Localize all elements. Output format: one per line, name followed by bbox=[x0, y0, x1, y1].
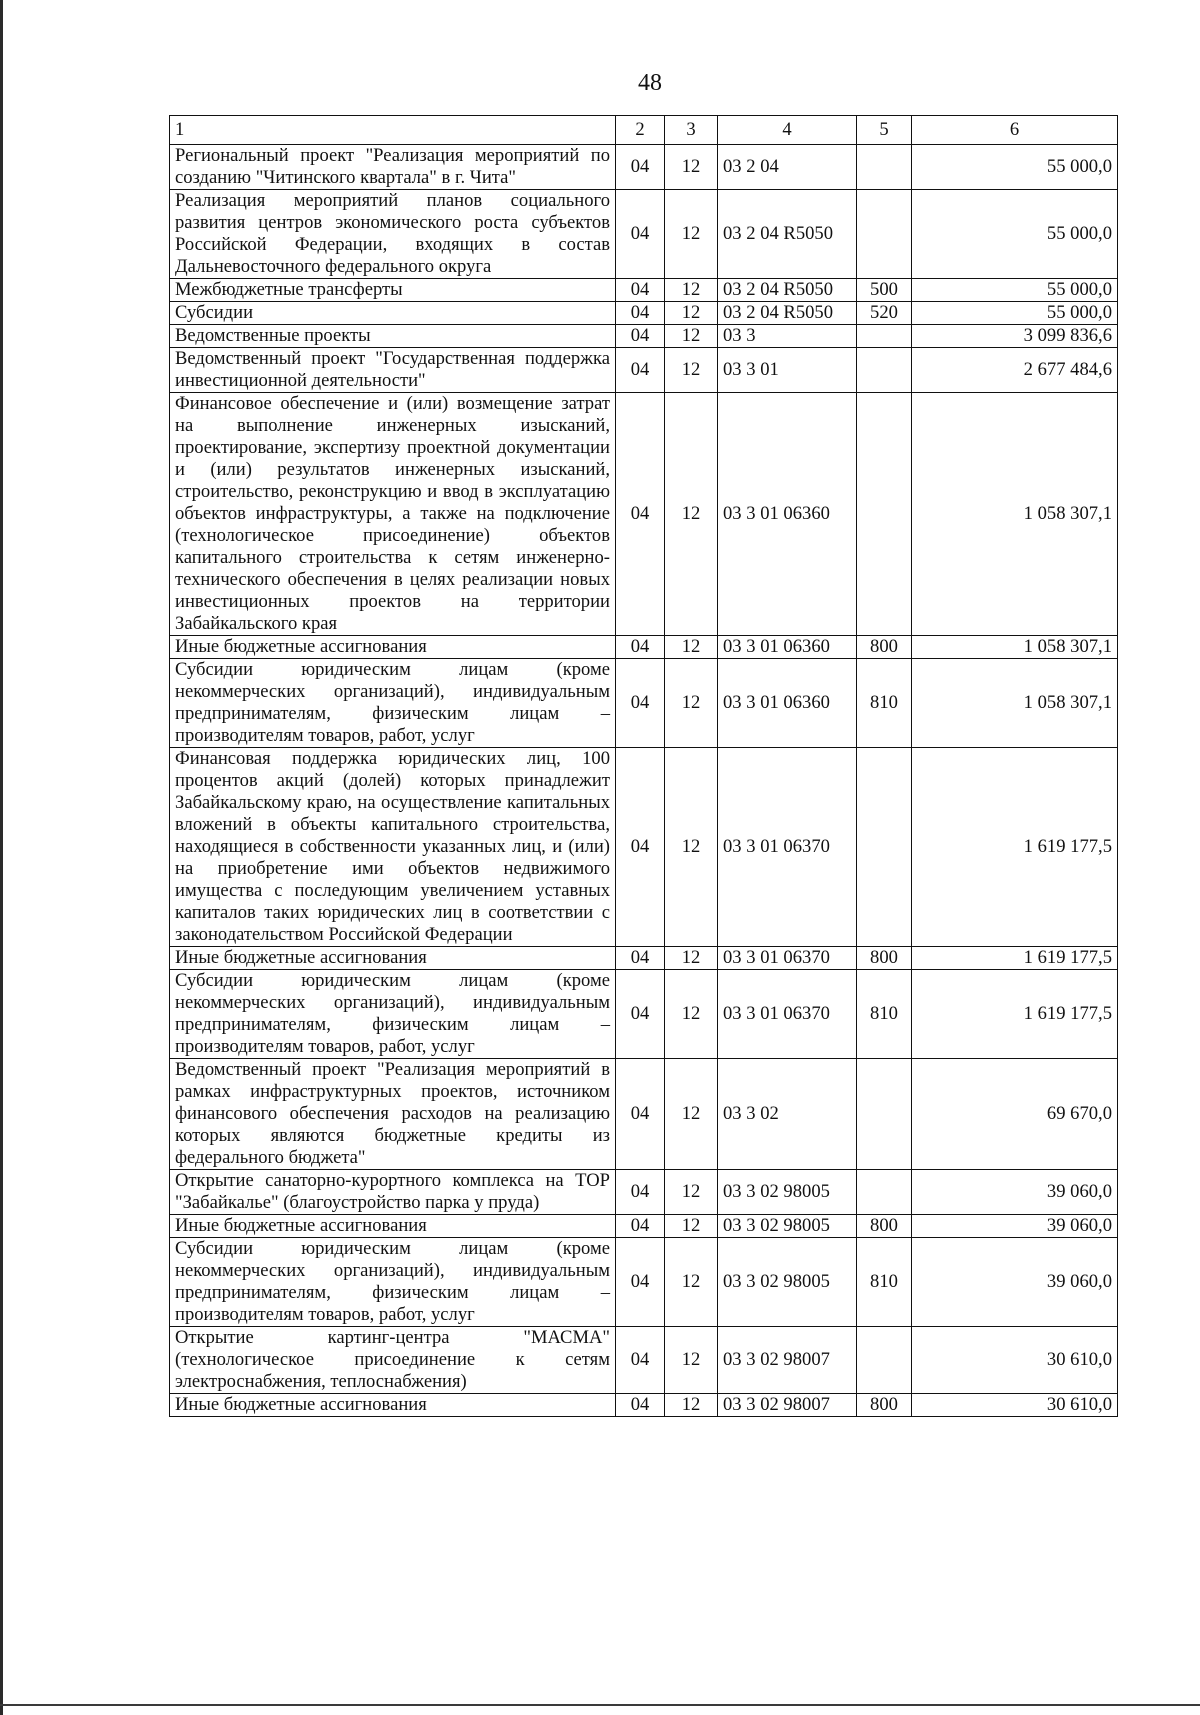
table-row bbox=[170, 1170, 1118, 1215]
column-header-2: 2 bbox=[616, 116, 665, 145]
table-row bbox=[170, 279, 1118, 302]
amount-cell: 1 058 307,1 bbox=[912, 393, 1118, 636]
amount-cell: 39 060,0 bbox=[912, 1215, 1118, 1238]
target-article-code-cell: 03 3 02 98005 bbox=[718, 1170, 857, 1215]
row-name-cell: Иные бюджетные ассигнования bbox=[170, 947, 616, 970]
target-article-code-cell: 03 3 01 06360 bbox=[718, 393, 857, 636]
expense-type-code-cell: 800 bbox=[857, 947, 912, 970]
table-row bbox=[170, 145, 1118, 190]
table-row bbox=[170, 947, 1118, 970]
expense-type-code-cell: 800 bbox=[857, 1215, 912, 1238]
row-name-cell: Региональный проект "Реализация мероприятий по созданию "Читинского квартала" в г. Чита" bbox=[170, 145, 616, 190]
table-row bbox=[170, 325, 1118, 348]
column-header-6: 6 bbox=[912, 116, 1118, 145]
section-code-cell: 04 bbox=[616, 348, 665, 393]
column-header-1: 1 bbox=[170, 116, 616, 145]
subsection-code-cell: 12 bbox=[665, 393, 718, 636]
subsection-code-cell: 12 bbox=[665, 348, 718, 393]
target-article-code-cell: 03 3 01 06360 bbox=[718, 659, 857, 748]
subsection-code-cell: 12 bbox=[665, 1238, 718, 1327]
target-article-code-cell: 03 3 02 98005 bbox=[718, 1238, 857, 1327]
target-article-code-cell: 03 3 02 98007 bbox=[718, 1327, 857, 1394]
section-code-cell: 04 bbox=[616, 659, 665, 748]
row-name-cell: Иные бюджетные ассигнования bbox=[170, 1394, 616, 1417]
subsection-code-cell: 12 bbox=[665, 748, 718, 947]
table-header bbox=[170, 116, 1118, 145]
column-header-3: 3 bbox=[665, 116, 718, 145]
row-name-cell: Иные бюджетные ассигнования bbox=[170, 636, 616, 659]
expense-type-code-cell bbox=[857, 1327, 912, 1394]
target-article-code-cell: 03 2 04 R5050 bbox=[718, 279, 857, 302]
amount-cell: 55 000,0 bbox=[912, 145, 1118, 190]
section-code-cell: 04 bbox=[616, 636, 665, 659]
target-article-code-cell: 03 3 01 06360 bbox=[718, 636, 857, 659]
column-header-5: 5 bbox=[857, 116, 912, 145]
section-code-cell: 04 bbox=[616, 1327, 665, 1394]
section-code-cell: 04 bbox=[616, 748, 665, 947]
target-article-code-cell: 03 2 04 bbox=[718, 145, 857, 190]
row-name-cell: Ведомственный проект "Реализация мероприятий в рамках инфраструктурных проектов, источником финансового обеспечения расходов на реализацию которых являются бюджетные кредиты из федерального бюджета" bbox=[170, 1059, 616, 1170]
target-article-code-cell: 03 3 bbox=[718, 325, 857, 348]
subsection-code-cell: 12 bbox=[665, 659, 718, 748]
section-code-cell: 04 bbox=[616, 947, 665, 970]
expense-type-code-cell bbox=[857, 748, 912, 947]
expense-type-code-cell: 520 bbox=[857, 302, 912, 325]
row-name-cell: Открытие картинг-центра "МАСМА" (технологическое присоединение к сетям электроснабжения, теплоснабжения) bbox=[170, 1327, 616, 1394]
subsection-code-cell: 12 bbox=[665, 947, 718, 970]
amount-cell: 2 677 484,6 bbox=[912, 348, 1118, 393]
header-row bbox=[170, 116, 1118, 145]
section-code-cell: 04 bbox=[616, 1394, 665, 1417]
budget-table bbox=[169, 115, 1118, 1417]
section-code-cell: 04 bbox=[616, 1238, 665, 1327]
row-name-cell: Открытие санаторно-курортного комплекса на ТОР "Забайкалье" (благоустройство парка у пруда) bbox=[170, 1170, 616, 1215]
amount-cell: 1 058 307,1 bbox=[912, 659, 1118, 748]
scan-edge-bottom bbox=[0, 1704, 1200, 1706]
target-article-code-cell: 03 3 01 06370 bbox=[718, 748, 857, 947]
amount-cell: 69 670,0 bbox=[912, 1059, 1118, 1170]
target-article-code-cell: 03 3 01 06370 bbox=[718, 970, 857, 1059]
expense-type-code-cell bbox=[857, 348, 912, 393]
target-article-code-cell: 03 3 01 06370 bbox=[718, 947, 857, 970]
row-name-cell: Иные бюджетные ассигнования bbox=[170, 1215, 616, 1238]
expense-type-code-cell: 810 bbox=[857, 1238, 912, 1327]
amount-cell: 3 099 836,6 bbox=[912, 325, 1118, 348]
amount-cell: 30 610,0 bbox=[912, 1327, 1118, 1394]
target-article-code-cell: 03 2 04 R5050 bbox=[718, 302, 857, 325]
amount-cell: 1 619 177,5 bbox=[912, 970, 1118, 1059]
table-row bbox=[170, 348, 1118, 393]
subsection-code-cell: 12 bbox=[665, 145, 718, 190]
expense-type-code-cell bbox=[857, 393, 912, 636]
column-header-4: 4 bbox=[718, 116, 857, 145]
table-row bbox=[170, 659, 1118, 748]
row-name-cell: Ведомственный проект "Государственная поддержка инвестиционной деятельности" bbox=[170, 348, 616, 393]
section-code-cell: 04 bbox=[616, 1170, 665, 1215]
amount-cell: 39 060,0 bbox=[912, 1170, 1118, 1215]
target-article-code-cell: 03 3 02 98007 bbox=[718, 1394, 857, 1417]
section-code-cell: 04 bbox=[616, 302, 665, 325]
subsection-code-cell: 12 bbox=[665, 1394, 718, 1417]
table-row bbox=[170, 1215, 1118, 1238]
table-row bbox=[170, 1327, 1118, 1394]
section-code-cell: 04 bbox=[616, 1215, 665, 1238]
table-row bbox=[170, 302, 1118, 325]
subsection-code-cell: 12 bbox=[665, 970, 718, 1059]
expense-type-code-cell: 800 bbox=[857, 636, 912, 659]
row-name-cell: Финансовое обеспечение и (или) возмещение затрат на выполнение инженерных изысканий, проектирование, экспертизу проектной документации и (или) результатов инженерных изысканий, строительство, реконструкцию и ввод в эксплуатацию объектов инфраструктуры, а также на подключение (технологическое присоединение) объектов капитального строительства к сетям инженерно-технического обеспечения в целях реализации новых инвестиционных проектов на территории Забайкальского края bbox=[170, 393, 616, 636]
row-name-cell: Межбюджетные трансферты bbox=[170, 279, 616, 302]
section-code-cell: 04 bbox=[616, 1059, 665, 1170]
subsection-code-cell: 12 bbox=[665, 1170, 718, 1215]
section-code-cell: 04 bbox=[616, 325, 665, 348]
amount-cell: 55 000,0 bbox=[912, 190, 1118, 279]
subsection-code-cell: 12 bbox=[665, 1215, 718, 1238]
table-row bbox=[170, 393, 1118, 636]
expense-type-code-cell bbox=[857, 1059, 912, 1170]
expense-type-code-cell: 810 bbox=[857, 659, 912, 748]
section-code-cell: 04 bbox=[616, 393, 665, 636]
section-code-cell: 04 bbox=[616, 970, 665, 1059]
amount-cell: 55 000,0 bbox=[912, 302, 1118, 325]
subsection-code-cell: 12 bbox=[665, 279, 718, 302]
row-name-cell: Субсидии юридическим лицам (кроме некоммерческих организаций), индивидуальным предпринимателям, физическим лицам – производителям товаров, работ, услуг bbox=[170, 1238, 616, 1327]
target-article-code-cell: 03 3 02 98005 bbox=[718, 1215, 857, 1238]
expense-type-code-cell bbox=[857, 190, 912, 279]
subsection-code-cell: 12 bbox=[665, 190, 718, 279]
subsection-code-cell: 12 bbox=[665, 325, 718, 348]
table-row bbox=[170, 970, 1118, 1059]
amount-cell: 1 619 177,5 bbox=[912, 947, 1118, 970]
row-name-cell: Субсидии юридическим лицам (кроме некоммерческих организаций), индивидуальным предпринимателям, физическим лицам – производителям товаров, работ, услуг bbox=[170, 659, 616, 748]
table-row bbox=[170, 1238, 1118, 1327]
table-body bbox=[170, 145, 1118, 1417]
table-row bbox=[170, 636, 1118, 659]
expense-type-code-cell bbox=[857, 325, 912, 348]
row-name-cell: Реализация мероприятий планов социального развития центров экономического роста субъектов Российской Федерации, входящих в состав Дальневосточного федерального округа bbox=[170, 190, 616, 279]
amount-cell: 1 058 307,1 bbox=[912, 636, 1118, 659]
amount-cell: 39 060,0 bbox=[912, 1238, 1118, 1327]
expense-type-code-cell: 500 bbox=[857, 279, 912, 302]
row-name-cell: Ведомственные проекты bbox=[170, 325, 616, 348]
target-article-code-cell: 03 3 02 bbox=[718, 1059, 857, 1170]
subsection-code-cell: 12 bbox=[665, 1327, 718, 1394]
section-code-cell: 04 bbox=[616, 190, 665, 279]
target-article-code-cell: 03 3 01 bbox=[718, 348, 857, 393]
amount-cell: 1 619 177,5 bbox=[912, 748, 1118, 947]
expense-type-code-cell bbox=[857, 145, 912, 190]
table-row bbox=[170, 1059, 1118, 1170]
target-article-code-cell: 03 2 04 R5050 bbox=[718, 190, 857, 279]
amount-cell: 30 610,0 bbox=[912, 1394, 1118, 1417]
section-code-cell: 04 bbox=[616, 145, 665, 190]
table-row bbox=[170, 190, 1118, 279]
amount-cell: 55 000,0 bbox=[912, 279, 1118, 302]
subsection-code-cell: 12 bbox=[665, 1059, 718, 1170]
table-row bbox=[170, 1394, 1118, 1417]
section-code-cell: 04 bbox=[616, 279, 665, 302]
scan-edge-left bbox=[0, 0, 3, 1715]
table-row bbox=[170, 748, 1118, 947]
subsection-code-cell: 12 bbox=[665, 636, 718, 659]
expense-type-code-cell: 800 bbox=[857, 1394, 912, 1417]
expense-type-code-cell bbox=[857, 1170, 912, 1215]
subsection-code-cell: 12 bbox=[665, 302, 718, 325]
row-name-cell: Субсидии юридическим лицам (кроме некоммерческих организаций), индивидуальным предпринимателям, физическим лицам – производителям товаров, работ, услуг bbox=[170, 970, 616, 1059]
expense-type-code-cell: 810 bbox=[857, 970, 912, 1059]
row-name-cell: Субсидии bbox=[170, 302, 616, 325]
row-name-cell: Финансовая поддержка юридических лиц, 100 процентов акций (долей) которых принадлежит Забайкальскому краю, на осуществление капитальных вложений в объекты капитального строительства, находящиеся в собственности указанных лиц, и (или) на приобретение ими объектов недвижимого имущества с последующим увеличением уставных капиталов таких юридических лиц в соответствии с законодательством Российской Федерации bbox=[170, 748, 616, 947]
page-number: 48 bbox=[638, 70, 662, 96]
